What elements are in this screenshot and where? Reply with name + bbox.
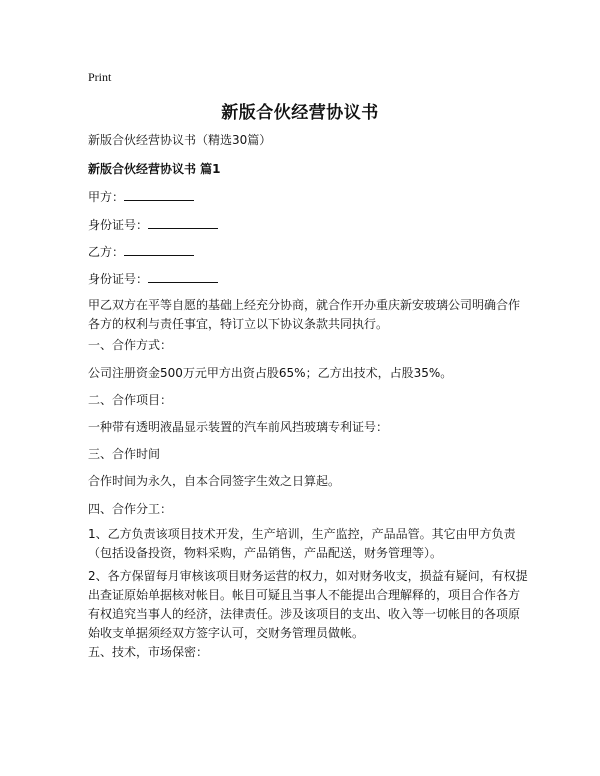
- id-a-line: [88, 216, 528, 235]
- paragraph-division-2: 2、各方保留每月审核该项目财务运营的权力，如对财务收支，损益有疑问，有权提出查证原始单据核对帐目。帐目可疑且当事人不能提出合理解释的，项目合作各方有权追究当事人的经济，法律责任。涉及该项目的支出、收入等一切帐目的各项原始收支单据须经双方签字认可，交财务管理员做帐。: [88, 569, 528, 640]
- id-b-label: 身份证号：: [88, 272, 149, 286]
- heading-cooperation-project: 二、合作项目：: [88, 393, 173, 407]
- id-a-blank: [148, 216, 218, 229]
- party-b-blank: [124, 243, 194, 256]
- document-title: 新版合伙经营协议书: [221, 103, 379, 123]
- heading-confidentiality: 五、技术，市场保密：: [88, 645, 209, 659]
- party-b-label: 乙方：: [88, 245, 125, 259]
- paragraph-patent: 一种带有透明液晶显示装置的汽车前风挡玻璃专利证号：: [88, 420, 389, 434]
- document-subtitle: 新版合伙经营协议书（精选30篇）: [88, 133, 272, 147]
- party-a-line: [88, 188, 528, 207]
- id-a-label: 身份证号：: [88, 218, 149, 232]
- party-b-line: [88, 243, 528, 262]
- paragraph-capital: 公司注册资金500万元甲方出资占股65%；乙方出技术，占股35%。: [88, 366, 453, 380]
- id-b-blank: [148, 270, 218, 283]
- paragraph-time: 合作时间为永久，自本合同签字生效之日算起。: [88, 474, 341, 488]
- party-a-blank: [124, 188, 194, 201]
- heading-cooperation-time: 三、合作时间: [88, 447, 161, 461]
- heading-cooperation-mode: 一、合作方式：: [88, 338, 173, 352]
- heading-division: 四、合作分工：: [88, 502, 173, 516]
- print-label: Print: [88, 70, 112, 84]
- intro-paragraph: 甲乙双方在平等自愿的基础上经充分协商，就合作开办重庆新安玻璃公司明确合作各方的权利与责任事宜，特订立以下协议条款共同执行。: [88, 298, 521, 331]
- paragraph-division-1: 1、乙方负责该项目技术开发，生产培训，生产监控，产品品管。其它由甲方负责（包括设备投资，物料采购，产品销售，产品配送，财务管理等）。: [88, 527, 516, 560]
- section-heading: 新版合伙经营协议书 篇1: [88, 162, 221, 176]
- party-a-label: 甲方：: [88, 190, 125, 204]
- id-b-line: [88, 270, 528, 289]
